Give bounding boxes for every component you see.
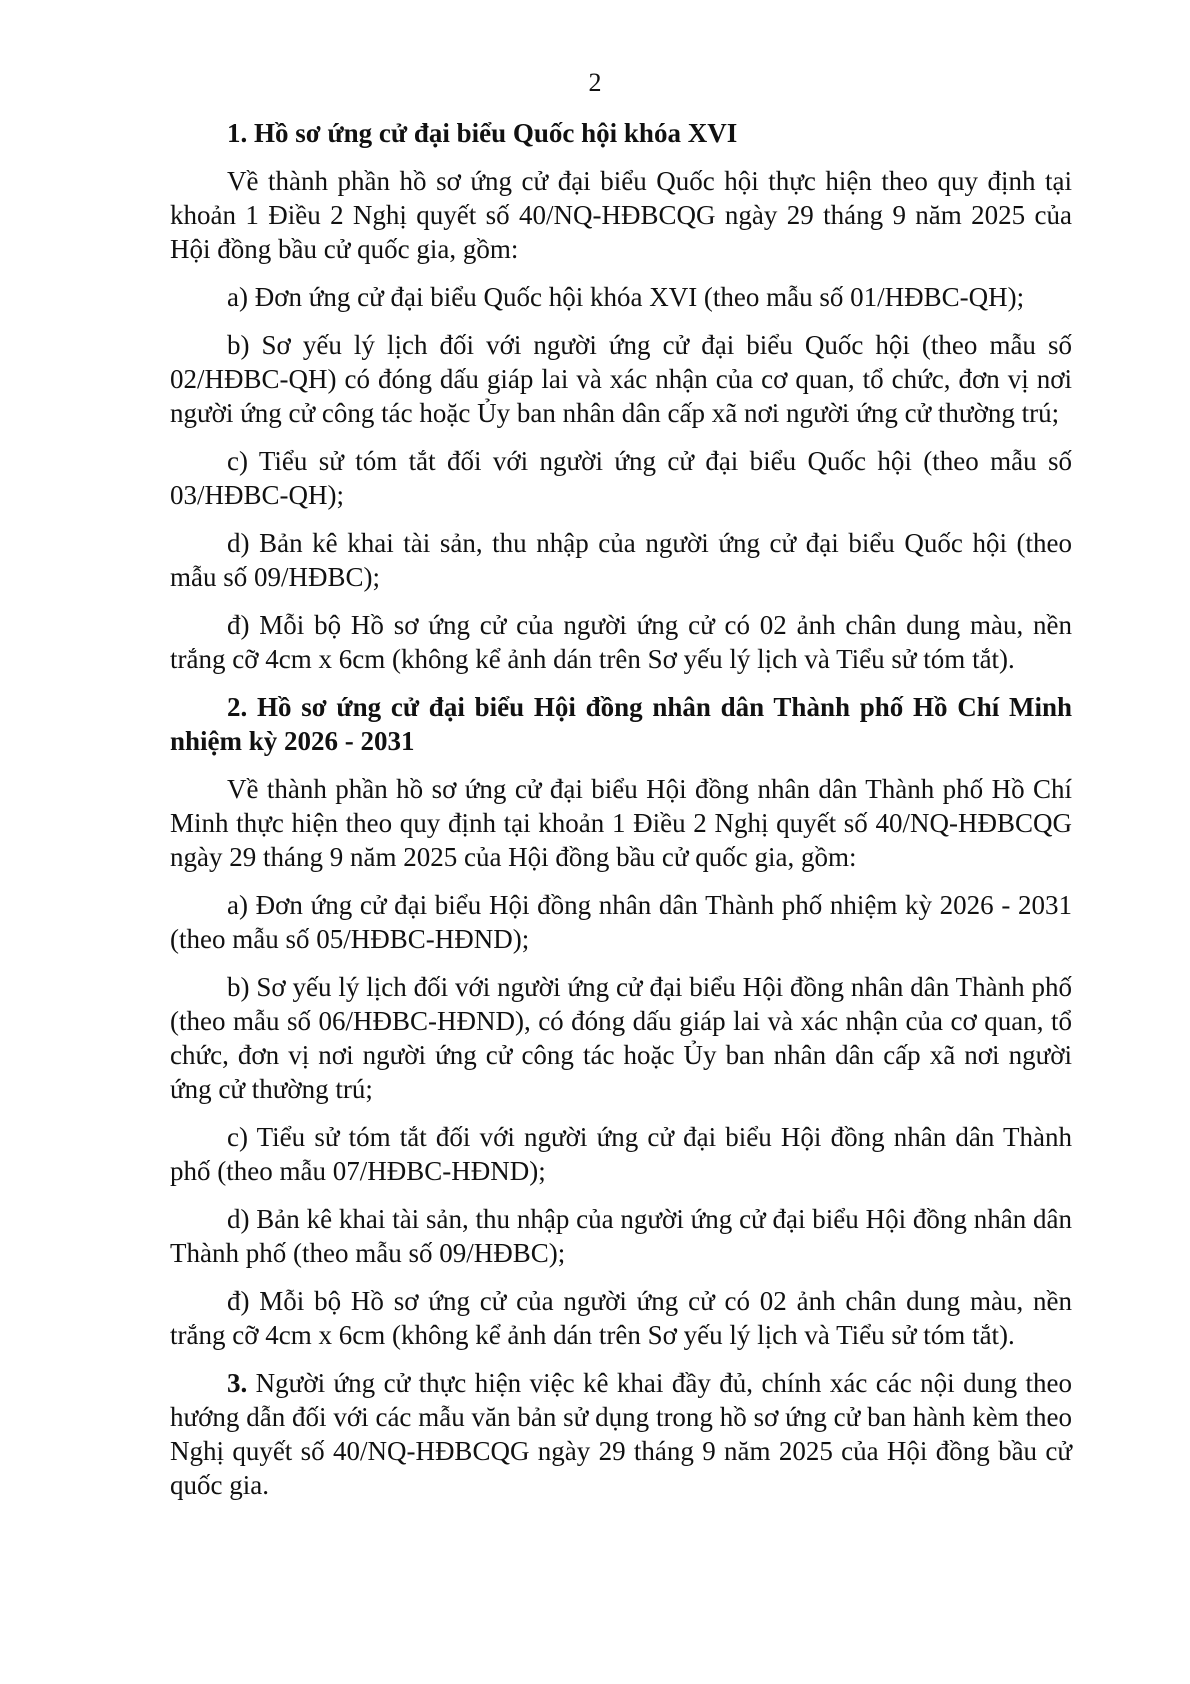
section-1-item-dd: đ) Mỗi bộ Hồ sơ ứng cử của người ứng cử có 02 ảnh chân dung màu, nền trắng cỡ 4cm x 6cm (không kể ảnh dán trên Sơ yếu lý lịch và Tiểu sử tóm tắt). — [170, 610, 1072, 674]
section-2-item-c: c) Tiểu sử tóm tắt đối với người ứng cử đại biểu Hội đồng nhân dân Thành phố (theo mẫu 07/HĐBC-HĐND); — [170, 1122, 1072, 1186]
section-2-heading: 2. Hồ sơ ứng cử đại biểu Hội đồng nhân dân Thành phố Hồ Chí Minh nhiệm kỳ 2026 - 2031 — [170, 692, 1072, 756]
section-2-intro: Về thành phần hồ sơ ứng cử đại biểu Hội đồng nhân dân Thành phố Hồ Chí Minh thực hiện theo quy định tại khoản 1 Điều 2 Nghị quyết số 40/NQ-HĐBCQG ngày 29 tháng 9 năm 2025 của Hội đồng bầu cử quốc gia, gồm: — [170, 774, 1072, 872]
section-1-item-b: b) Sơ yếu lý lịch đối với người ứng cử đại biểu Quốc hội (theo mẫu số 02/HĐBC-QH) có đóng dấu giáp lai và xác nhận của cơ quan, tổ chức, đơn vị nơi người ứng cử công tác hoặc Ủy ban nhân dân cấp xã nơi người ứng cử thường trú; — [170, 330, 1072, 428]
section-1-item-d: d) Bản kê khai tài sản, thu nhập của người ứng cử đại biểu Quốc hội (theo mẫu số 09/HĐBC); — [170, 528, 1072, 592]
section-2-item-b: b) Sơ yếu lý lịch đối với người ứng cử đại biểu Hội đồng nhân dân Thành phố (theo mẫu số 06/HĐBC-HĐND), có đóng dấu giáp lai và xác nhận của cơ quan, tổ chức, đơn vị nơi người ứng cử công tác hoặc Ủy ban nhân dân cấp xã nơi người ứng cử thường trú; — [170, 972, 1072, 1104]
document-body — [170, 116, 1072, 1502]
section-2-item-a: a) Đơn ứng cử đại biểu Hội đồng nhân dân Thành phố nhiệm kỳ 2026 - 2031 (theo mẫu số 05/HĐBC-HĐND); — [170, 890, 1072, 954]
section-3-text: Người ứng cử thực hiện việc kê khai đầy đủ, chính xác các nội dung theo hướng dẫn đối với các mẫu văn bản sử dụng trong hồ sơ ứng cử ban hành kèm theo Nghị quyết số 40/NQ-HĐBCQG ngày 29 tháng 9 năm 2025 của Hội đồng bầu cử quốc gia. — [170, 1368, 1072, 1500]
section-1 — [170, 116, 1072, 676]
section-1-item-c: c) Tiểu sử tóm tắt đối với người ứng cử đại biểu Quốc hội (theo mẫu số 03/HĐBC-QH); — [170, 446, 1072, 510]
section-1-item-a: a) Đơn ứng cử đại biểu Quốc hội khóa XVI (theo mẫu số 01/HĐBC-QH); — [227, 282, 1025, 312]
section-3-number: 3. — [227, 1368, 248, 1398]
section-1-heading: 1. Hồ sơ ứng cử đại biểu Quốc hội khóa XVI — [227, 118, 738, 148]
section-1-intro: Về thành phần hồ sơ ứng cử đại biểu Quốc hội thực hiện theo quy định tại khoản 1 Điều 2 Nghị quyết số 40/NQ-HĐBCQG ngày 29 tháng 9 năm 2025 của Hội đồng bầu cử quốc gia, gồm: — [170, 166, 1072, 264]
section-2 — [170, 690, 1072, 1352]
section-3-paragraph — [170, 1366, 1072, 1502]
page-number: 2 — [588, 68, 602, 97]
section-2-item-d: d) Bản kê khai tài sản, thu nhập của người ứng cử đại biểu Hội đồng nhân dân Thành phố (theo mẫu số 09/HĐBC); — [170, 1204, 1072, 1268]
section-2-item-dd: đ) Mỗi bộ Hồ sơ ứng cử của người ứng cử có 02 ảnh chân dung màu, nền trắng cỡ 4cm x 6cm (không kể ảnh dán trên Sơ yếu lý lịch và Tiểu sử tóm tắt). — [170, 1286, 1072, 1350]
section-3 — [170, 1366, 1072, 1502]
